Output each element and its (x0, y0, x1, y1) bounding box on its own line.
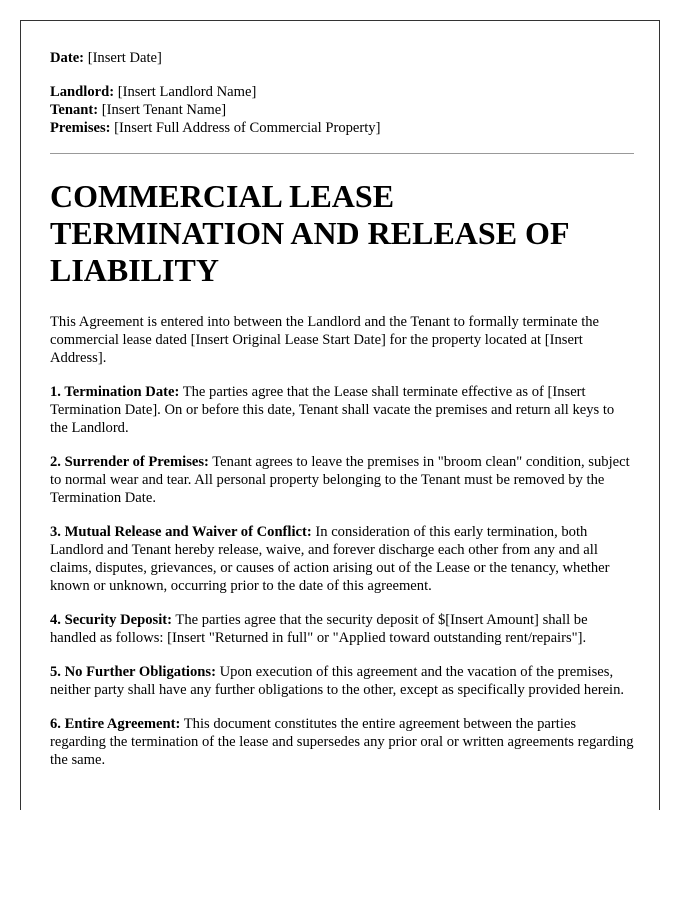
landlord-label: Landlord: (50, 84, 115, 100)
section-text: Upon execution of this agreement and the vacation of the premises, neither party shall have any further obligations to the other, except as specifically provided herein. (50, 664, 625, 698)
premises-value: [Insert Full Address of Commercial Property] (114, 120, 381, 136)
tenant-label: Tenant: (50, 102, 99, 118)
tenant-value: [Insert Tenant Name] (101, 102, 227, 118)
section-surrender-of-premises (50, 453, 634, 507)
section-heading: 6. Entire Agreement: (50, 716, 181, 732)
date-label: Date: (50, 50, 85, 66)
section-heading: 4. Security Deposit: (50, 612, 173, 628)
section-security-deposit (50, 611, 634, 647)
section-text: In consideration of this early termination, both Landlord and Tenant hereby release, waive, and forever discharge each other from any and all claims, disputes, grievances, or causes of action arising out of the Lease or the tenancy, whether known or unknown, occurring prior to the date of this agreement. (50, 524, 610, 594)
section-termination-date (50, 383, 634, 437)
document-page (20, 20, 660, 810)
section-heading: 3. Mutual Release and Waiver of Conflict: (50, 524, 312, 540)
date-value: [Insert Date] (87, 50, 162, 66)
section-entire-agreement (50, 715, 634, 769)
section-text: This document constitutes the entire agreement between the parties regarding the termination of the lease and supersedes any prior oral or written agreements regarding the same. (50, 716, 634, 768)
section-mutual-release (50, 523, 634, 595)
section-heading: 2. Surrender of Premises: (50, 454, 209, 470)
section-heading: 1. Termination Date: (50, 384, 180, 400)
header-divider (50, 153, 634, 154)
section-no-further-obligations (50, 663, 634, 699)
landlord-value: [Insert Landlord Name] (117, 84, 257, 100)
section-text: The parties agree that the Lease shall terminate effective as of [Insert Termination Date]. On or before this date, Tenant shall vacate the premises and return all keys to the Landlord. (50, 384, 615, 436)
landlord-line (50, 83, 634, 101)
section-text: The parties agree that the security deposit of $[Insert Amount] shall be handled as follows: [Insert "Returned in full" or "Applied toward outstanding rent/repairs"]. (50, 612, 588, 646)
date-line (50, 49, 634, 67)
tenant-line (50, 101, 634, 119)
document-title: COMMERCIAL LEASE TERMINATION AND RELEASE OF LIABILITY (50, 178, 569, 288)
premises-label: Premises: (50, 120, 111, 136)
document-content (50, 49, 634, 785)
premises-line (50, 119, 634, 137)
section-text: Tenant agrees to leave the premises in "broom clean" condition, subject to normal wear and tear. All personal property belonging to the Tenant must be removed by the Termination Date. (50, 454, 630, 506)
intro-paragraph: This Agreement is entered into between the Landlord and the Tenant to formally terminate the commercial lease dated [Insert Original Lease Start Date] for the property located at [Insert Address]. (50, 314, 600, 366)
section-heading: 5. No Further Obligations: (50, 664, 216, 680)
